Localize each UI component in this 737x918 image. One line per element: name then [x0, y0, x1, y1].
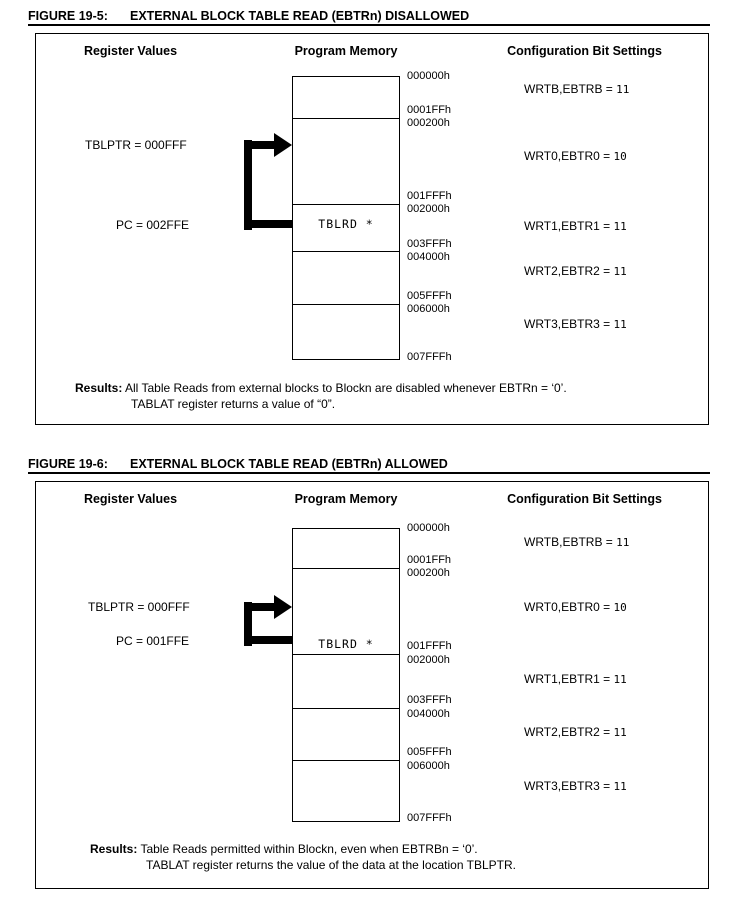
- memory-section-divider: [293, 654, 399, 655]
- memory-address-label: 001FFFh: [407, 190, 452, 202]
- results-text: Table Reads permitted within Blockn, even when EBTRBn = ‘0’.: [137, 842, 478, 856]
- memory-address-label: 007FFFh: [407, 812, 452, 824]
- caption-underline: [28, 472, 710, 474]
- memory-address-label: 000000h: [407, 70, 450, 82]
- memory-address-label: 006000h: [407, 303, 450, 315]
- config-bit-name: WRT1,EBTR1 =: [524, 672, 614, 686]
- memory-address-label: 000200h: [407, 117, 450, 129]
- config-bit-name: WRT0,EBTR0 =: [524, 149, 614, 163]
- figure-caption-number: FIGURE 19-6:: [28, 457, 108, 471]
- memory-address-label: 000200h: [407, 567, 450, 579]
- memory-address-label: 0001FFh: [407, 554, 452, 566]
- memory-address-label: 005FFFh: [407, 290, 452, 302]
- memory-address-label: 004000h: [407, 251, 450, 263]
- column-header-configuration-bit-settings: Configuration Bit Settings: [507, 492, 662, 506]
- config-bit-setting: [524, 535, 629, 549]
- config-bit-name: WRT3,EBTR3 =: [524, 317, 614, 331]
- config-bit-name: WRT2,EBTR2 =: [524, 264, 614, 278]
- column-header-register-values: Register Values: [83, 44, 178, 58]
- config-bit-value: 11: [613, 318, 627, 331]
- config-bit-name: WRTB,EBTRB =: [524, 535, 617, 549]
- results-line-2: TABLAT register returns the value of the data at the location TBLPTR.: [146, 858, 516, 872]
- figure-caption-title: EXTERNAL BLOCK TABLE READ (EBTRn) ALLOWED: [130, 457, 448, 471]
- config-bit-name: WRT3,EBTR3 =: [524, 779, 614, 793]
- memory-address-label: 001FFFh: [407, 640, 452, 652]
- memory-address-label: 005FFFh: [407, 746, 452, 758]
- config-bit-setting: [524, 600, 627, 614]
- config-bit-name: WRTB,EBTRB =: [524, 82, 617, 96]
- results-line: [90, 842, 478, 856]
- config-bit-name: WRT0,EBTR0 =: [524, 600, 614, 614]
- pc-register-value: PC = 001FFE: [116, 634, 190, 648]
- memory-section-divider: [293, 708, 399, 709]
- pointer-arrow-horizontal-lower: [244, 636, 292, 644]
- config-bit-setting: [524, 672, 627, 686]
- memory-section-divider: [293, 568, 399, 569]
- figure-caption-number: FIGURE 19-5:: [28, 9, 108, 23]
- config-bit-value: 11: [613, 220, 627, 233]
- config-bit-value: 10: [613, 601, 627, 614]
- figure-caption-title: EXTERNAL BLOCK TABLE READ (EBTRn) DISALLOWED: [130, 9, 470, 23]
- memory-address-label: 003FFFh: [407, 694, 452, 706]
- config-bit-name: WRT2,EBTR2 =: [524, 725, 614, 739]
- results-text: All Table Reads from external blocks to Blockn are disabled whenever EBTRn = ‘0’.: [122, 381, 567, 395]
- config-bit-value: 11: [613, 265, 627, 278]
- config-bit-setting: [524, 779, 627, 793]
- column-header-configuration-bit-settings: Configuration Bit Settings: [507, 44, 662, 58]
- results-heading: Results:: [90, 842, 138, 856]
- results-heading: Results:: [75, 381, 123, 395]
- config-bit-value: 11: [613, 673, 627, 686]
- memory-address-label: 002000h: [407, 654, 450, 666]
- tblrd-instruction: TBLRD *: [318, 637, 374, 651]
- tblptr-register-value: TBLPTR = 000FFF: [85, 138, 187, 152]
- memory-address-label: 007FFFh: [407, 351, 452, 363]
- tblptr-register-value: TBLPTR = 000FFF: [88, 600, 190, 614]
- memory-address-label: 000000h: [407, 522, 450, 534]
- results-line-2: TABLAT register returns a value of “0”.: [131, 397, 336, 411]
- column-header-register-values: Register Values: [83, 492, 178, 506]
- memory-address-label: 0001FFh: [407, 104, 452, 116]
- config-bit-value: 11: [616, 83, 630, 96]
- config-bit-value: 11: [613, 726, 627, 739]
- memory-address-label: 004000h: [407, 708, 450, 720]
- config-bit-setting: [524, 725, 627, 739]
- config-bit-name: WRT1,EBTR1 =: [524, 219, 614, 233]
- config-bit-value: 11: [616, 536, 630, 549]
- memory-address-label: 002000h: [407, 203, 450, 215]
- memory-address-label: 003FFFh: [407, 238, 452, 250]
- memory-section-divider: [293, 760, 399, 761]
- program-memory-box: [292, 528, 400, 822]
- pointer-arrow-head: [274, 595, 292, 619]
- tblrd-instruction: TBLRD *: [318, 217, 374, 231]
- config-bit-value: 10: [613, 150, 627, 163]
- pointer-arrow-horizontal-upper: [252, 603, 276, 611]
- memory-address-label: 006000h: [407, 760, 450, 772]
- config-bit-value: 11: [613, 780, 627, 793]
- pc-register-value: PC = 002FFE: [116, 218, 190, 232]
- column-header-program-memory: Program Memory: [294, 44, 398, 58]
- column-header-program-memory: Program Memory: [294, 492, 398, 506]
